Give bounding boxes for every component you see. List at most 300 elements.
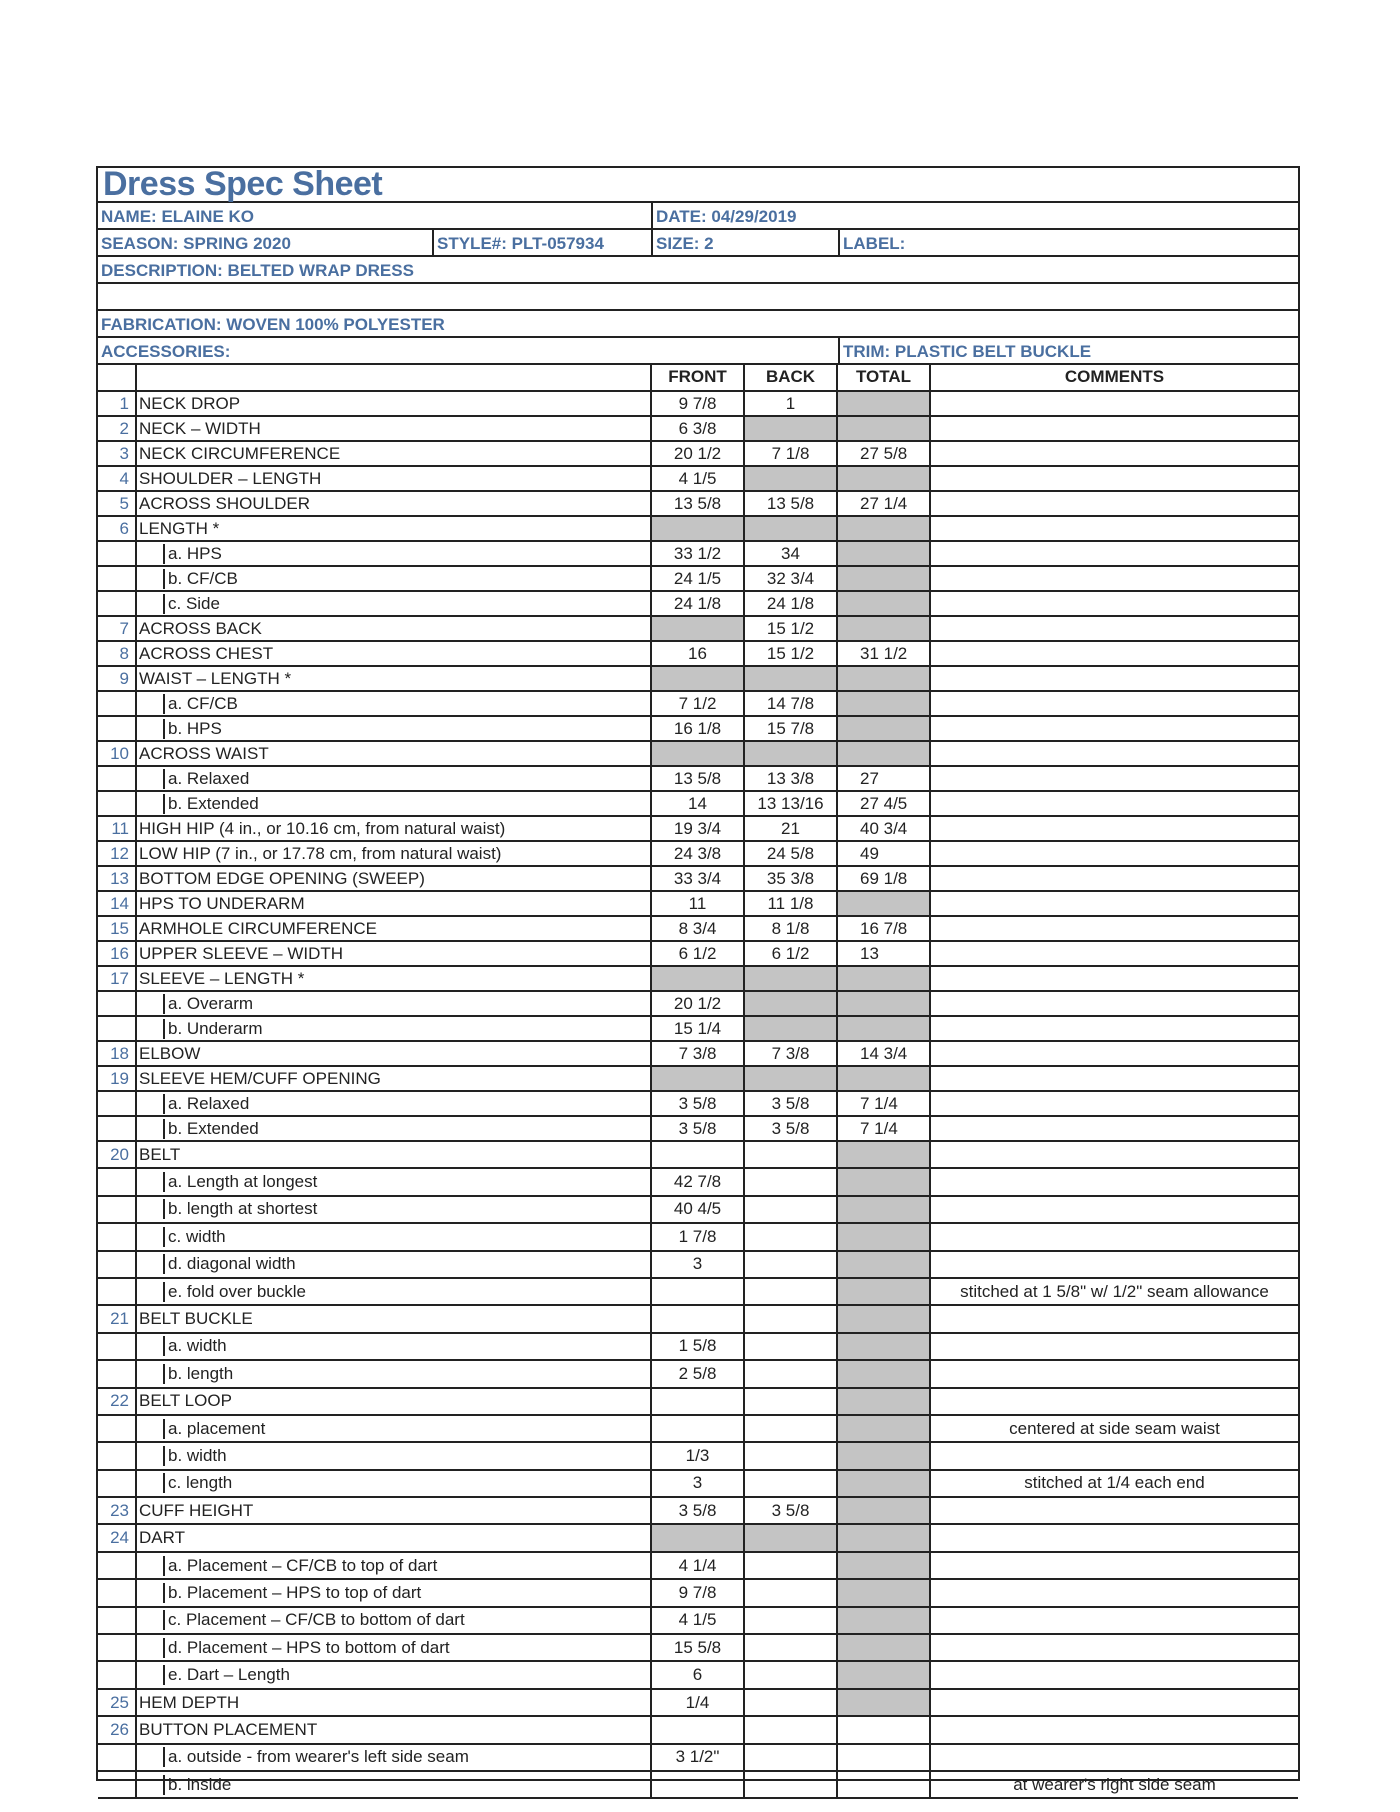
front-value: 3 5/8	[651, 1497, 744, 1524]
row-number: 5	[98, 491, 136, 516]
comment-value	[930, 1333, 1298, 1360]
row-label	[136, 566, 651, 591]
row-number: 6	[98, 516, 136, 541]
table-row	[98, 1579, 1298, 1606]
back-value: 11 1/8	[744, 891, 837, 916]
comment-value	[930, 866, 1298, 891]
row-label: SLEEVE – LENGTH *	[136, 966, 651, 991]
comment-value	[930, 741, 1298, 766]
table-row	[98, 1278, 1298, 1305]
row-label	[136, 766, 651, 791]
front-value	[651, 666, 744, 691]
row-number: 13	[98, 866, 136, 891]
header-row-fabrication	[98, 311, 1298, 338]
front-value: 2 5/8	[651, 1360, 744, 1387]
row-number: 9	[98, 666, 136, 691]
back-value	[744, 991, 837, 1016]
total-value	[837, 1168, 930, 1195]
total-value	[837, 666, 930, 691]
row-number	[98, 691, 136, 716]
back-value: 24 1/8	[744, 591, 837, 616]
back-value: 7 1/8	[744, 441, 837, 466]
total-value	[837, 1771, 930, 1798]
row-number: 8	[98, 641, 136, 666]
row-label	[136, 1196, 651, 1223]
comment-value	[930, 491, 1298, 516]
row-label	[136, 1744, 651, 1771]
sub-item-label: b. HPS	[163, 719, 222, 739]
total-value	[837, 1634, 930, 1661]
row-label: LENGTH *	[136, 516, 651, 541]
table-row	[98, 1091, 1298, 1116]
front-value: 40 4/5	[651, 1196, 744, 1223]
column-header-total: TOTAL	[837, 364, 930, 391]
back-value: 21	[744, 816, 837, 841]
comment-value	[930, 941, 1298, 966]
total-value	[837, 1305, 930, 1332]
accessories-field: ACCESSORIES:	[101, 342, 231, 361]
row-label: BELT LOOP	[136, 1388, 651, 1415]
front-value	[651, 1305, 744, 1332]
row-number: 17	[98, 966, 136, 991]
table-row	[98, 741, 1298, 766]
table-row	[98, 716, 1298, 741]
table-row	[98, 966, 1298, 991]
front-value: 1 7/8	[651, 1223, 744, 1250]
comment-value	[930, 991, 1298, 1016]
row-number: 26	[98, 1716, 136, 1743]
total-value	[837, 1251, 930, 1278]
back-value	[744, 666, 837, 691]
back-value: 13 5/8	[744, 491, 837, 516]
back-value	[744, 1415, 837, 1442]
back-value	[744, 1661, 837, 1688]
row-label	[136, 791, 651, 816]
table-row	[98, 1497, 1298, 1524]
sub-item-label: b. Extended	[163, 794, 259, 814]
total-value: 16 7/8	[837, 916, 930, 941]
table-row	[98, 1634, 1298, 1661]
back-value	[744, 1333, 837, 1360]
row-label: HEM DEPTH	[136, 1689, 651, 1716]
comment-value	[930, 391, 1298, 416]
comment-value	[930, 1016, 1298, 1041]
comment-value	[930, 966, 1298, 991]
row-number	[98, 766, 136, 791]
front-value: 1/4	[651, 1689, 744, 1716]
row-number	[98, 991, 136, 1016]
front-value	[651, 516, 744, 541]
label-field: LABEL:	[838, 230, 1298, 255]
back-value	[744, 1251, 837, 1278]
table-row	[98, 1116, 1298, 1141]
row-label: HPS TO UNDERARM	[136, 891, 651, 916]
table-row	[98, 391, 1298, 416]
comment-value: stitched at 1/4 each end	[930, 1470, 1298, 1497]
table-row	[98, 1168, 1298, 1195]
sub-item-label: c. Side	[163, 594, 220, 614]
comment-value	[930, 591, 1298, 616]
back-value	[744, 1223, 837, 1250]
comment-value	[930, 1552, 1298, 1579]
comment-value	[930, 1579, 1298, 1606]
row-label: HIGH HIP (4 in., or 10.16 cm, from natural waist)	[136, 816, 651, 841]
back-value	[744, 466, 837, 491]
front-value: 4 1/5	[651, 466, 744, 491]
comment-value	[930, 1442, 1298, 1469]
front-value: 19 3/4	[651, 816, 744, 841]
row-label	[136, 1771, 651, 1798]
back-value: 15 7/8	[744, 716, 837, 741]
table-row	[98, 441, 1298, 466]
total-value	[837, 1716, 930, 1743]
total-value	[837, 416, 930, 441]
front-value	[651, 1415, 744, 1442]
back-value: 8 1/8	[744, 916, 837, 941]
back-value: 35 3/8	[744, 866, 837, 891]
back-value	[744, 966, 837, 991]
row-label	[136, 1634, 651, 1661]
front-value: 24 1/5	[651, 566, 744, 591]
front-value: 33 1/2	[651, 541, 744, 566]
total-value	[837, 966, 930, 991]
row-number	[98, 1251, 136, 1278]
comment-value	[930, 1524, 1298, 1551]
total-value: 31 1/2	[837, 641, 930, 666]
sub-item-label: b. length	[163, 1364, 233, 1384]
table-row	[98, 991, 1298, 1016]
sub-item-label: e. fold over buckle	[163, 1282, 306, 1302]
total-value	[837, 716, 930, 741]
front-value: 6 1/2	[651, 941, 744, 966]
row-label	[136, 591, 651, 616]
front-value: 11	[651, 891, 744, 916]
row-label	[136, 1016, 651, 1041]
comment-value	[930, 516, 1298, 541]
row-number: 24	[98, 1524, 136, 1551]
row-number: 3	[98, 441, 136, 466]
front-value	[651, 1771, 744, 1798]
front-value: 3 1/2"	[651, 1744, 744, 1771]
row-label: ARMHOLE CIRCUMFERENCE	[136, 916, 651, 941]
row-label: ELBOW	[136, 1041, 651, 1066]
table-row	[98, 1744, 1298, 1771]
comment-value	[930, 566, 1298, 591]
row-number: 4	[98, 466, 136, 491]
front-value: 7 1/2	[651, 691, 744, 716]
row-label: BELT	[136, 1141, 651, 1168]
back-value	[744, 1442, 837, 1469]
table-row	[98, 1524, 1298, 1551]
back-value	[744, 1744, 837, 1771]
row-number	[98, 1360, 136, 1387]
row-label	[136, 1552, 651, 1579]
sub-item-label: b. width	[163, 1446, 227, 1466]
column-header-front: FRONT	[651, 364, 744, 391]
row-number	[98, 1116, 136, 1141]
row-label: NECK – WIDTH	[136, 416, 651, 441]
total-value	[837, 991, 930, 1016]
comment-value	[930, 1634, 1298, 1661]
back-value: 7 3/8	[744, 1041, 837, 1066]
header-row-season	[98, 230, 1298, 257]
sub-item-label: a. CF/CB	[163, 694, 238, 714]
table-row	[98, 916, 1298, 941]
table-row	[98, 791, 1298, 816]
total-value: 27 5/8	[837, 441, 930, 466]
back-value: 24 5/8	[744, 841, 837, 866]
front-value: 6	[651, 1661, 744, 1688]
row-number: 19	[98, 1066, 136, 1091]
total-value	[837, 691, 930, 716]
comment-value	[930, 1716, 1298, 1743]
row-number	[98, 1442, 136, 1469]
trim-field: TRIM: PLASTIC BELT BUCKLE	[838, 338, 1298, 363]
front-value: 7 3/8	[651, 1041, 744, 1066]
back-value	[744, 1524, 837, 1551]
table-row	[98, 866, 1298, 891]
back-value: 3 5/8	[744, 1116, 837, 1141]
row-label: ACROSS CHEST	[136, 641, 651, 666]
measurement-table	[98, 364, 1298, 1799]
row-label: BELT BUCKLE	[136, 1305, 651, 1332]
row-number: 10	[98, 741, 136, 766]
total-value	[837, 1141, 930, 1168]
total-value	[837, 1066, 930, 1091]
table-row	[98, 616, 1298, 641]
comment-value	[930, 666, 1298, 691]
table-row	[98, 891, 1298, 916]
comment-value	[930, 1168, 1298, 1195]
comment-value	[930, 1041, 1298, 1066]
comment-value	[930, 1689, 1298, 1716]
comment-value	[930, 1196, 1298, 1223]
comment-value	[930, 1251, 1298, 1278]
row-label: WAIST – LENGTH *	[136, 666, 651, 691]
comment-value	[930, 816, 1298, 841]
total-value	[837, 1689, 930, 1716]
row-label: ACROSS SHOULDER	[136, 491, 651, 516]
comment-value: centered at side seam waist	[930, 1415, 1298, 1442]
row-number	[98, 716, 136, 741]
comment-value	[930, 791, 1298, 816]
row-number	[98, 1168, 136, 1195]
row-label	[136, 1251, 651, 1278]
back-value	[744, 741, 837, 766]
header-row-accessories	[98, 338, 1298, 365]
row-number	[98, 1552, 136, 1579]
table-row	[98, 466, 1298, 491]
table-row	[98, 491, 1298, 516]
sub-item-label: a. Placement – CF/CB to top of dart	[163, 1556, 437, 1576]
sub-item-label: b. Placement – HPS to top of dart	[163, 1583, 421, 1603]
total-value: 7 1/4	[837, 1091, 930, 1116]
row-label	[136, 1278, 651, 1305]
total-value: 49	[837, 841, 930, 866]
row-label	[136, 1360, 651, 1387]
total-value: 69 1/8	[837, 866, 930, 891]
back-value	[744, 1360, 837, 1387]
row-number: 21	[98, 1305, 136, 1332]
row-label: NECK CIRCUMFERENCE	[136, 441, 651, 466]
front-value: 8 3/4	[651, 916, 744, 941]
back-value: 34	[744, 541, 837, 566]
comment-value	[930, 1066, 1298, 1091]
front-value	[651, 1066, 744, 1091]
sub-item-label: e. Dart – Length	[163, 1665, 290, 1685]
back-value: 14 7/8	[744, 691, 837, 716]
front-value: 24 1/8	[651, 591, 744, 616]
comment-value	[930, 1116, 1298, 1141]
back-value	[744, 1278, 837, 1305]
row-label	[136, 1223, 651, 1250]
front-value: 33 3/4	[651, 866, 744, 891]
front-value: 4 1/4	[651, 1552, 744, 1579]
front-value: 20 1/2	[651, 441, 744, 466]
table-row	[98, 1251, 1298, 1278]
total-value	[837, 1661, 930, 1688]
row-number	[98, 1744, 136, 1771]
sub-item-label: a. outside - from wearer's left side seam	[163, 1747, 469, 1767]
comment-value	[930, 916, 1298, 941]
row-number	[98, 1196, 136, 1223]
table-row	[98, 1016, 1298, 1041]
front-value: 1 5/8	[651, 1333, 744, 1360]
table-row	[98, 1305, 1298, 1332]
row-label	[136, 1607, 651, 1634]
row-label: CUFF HEIGHT	[136, 1497, 651, 1524]
row-label	[136, 541, 651, 566]
front-value: 13 5/8	[651, 491, 744, 516]
total-value	[837, 1442, 930, 1469]
header-row-name	[98, 203, 1298, 230]
comment-value	[930, 1091, 1298, 1116]
table-row	[98, 691, 1298, 716]
row-label	[136, 991, 651, 1016]
table-row	[98, 1388, 1298, 1415]
front-value: 6 3/8	[651, 416, 744, 441]
row-number	[98, 1016, 136, 1041]
front-value: 15 1/4	[651, 1016, 744, 1041]
row-number	[98, 1415, 136, 1442]
comment-value: stitched at 1 5/8" w/ 1/2" seam allowance	[930, 1278, 1298, 1305]
header-number-cell	[98, 364, 136, 391]
front-value	[651, 616, 744, 641]
row-number	[98, 566, 136, 591]
row-number	[98, 1223, 136, 1250]
total-value	[837, 466, 930, 491]
comment-value	[930, 441, 1298, 466]
row-number: 14	[98, 891, 136, 916]
back-value	[744, 1141, 837, 1168]
name-field: NAME: ELAINE KO	[101, 207, 254, 226]
back-value	[744, 1388, 837, 1415]
sheet-title-bar	[98, 165, 1298, 203]
back-value	[744, 1607, 837, 1634]
row-label	[136, 1168, 651, 1195]
total-value	[837, 1388, 930, 1415]
row-number: 2	[98, 416, 136, 441]
row-number: 15	[98, 916, 136, 941]
front-value: 16	[651, 641, 744, 666]
row-label: NECK DROP	[136, 391, 651, 416]
table-row	[98, 566, 1298, 591]
comment-value	[930, 716, 1298, 741]
row-number: 18	[98, 1041, 136, 1066]
table-row	[98, 1607, 1298, 1634]
back-value	[744, 1470, 837, 1497]
front-value: 1/3	[651, 1442, 744, 1469]
row-number	[98, 541, 136, 566]
table-row	[98, 641, 1298, 666]
table-row	[98, 1771, 1298, 1798]
description-field: DESCRIPTION: BELTED WRAP DRESS	[101, 261, 414, 280]
table-row	[98, 541, 1298, 566]
row-label	[136, 1415, 651, 1442]
total-value	[837, 391, 930, 416]
row-number: 7	[98, 616, 136, 641]
total-value: 7 1/4	[837, 1116, 930, 1141]
date-field: DATE: 04/29/2019	[651, 203, 1298, 228]
row-label: DART	[136, 1524, 651, 1551]
row-number: 22	[98, 1388, 136, 1415]
row-label: ACROSS BACK	[136, 616, 651, 641]
table-row	[98, 816, 1298, 841]
total-value	[837, 1497, 930, 1524]
total-value	[837, 891, 930, 916]
comment-value	[930, 766, 1298, 791]
back-value: 1	[744, 391, 837, 416]
total-value	[837, 516, 930, 541]
front-value: 13 5/8	[651, 766, 744, 791]
sub-item-label: c. width	[163, 1227, 226, 1247]
row-label	[136, 691, 651, 716]
row-label	[136, 1470, 651, 1497]
comment-value	[930, 691, 1298, 716]
comment-value	[930, 1744, 1298, 1771]
front-value	[651, 741, 744, 766]
row-number: 23	[98, 1497, 136, 1524]
total-value	[837, 541, 930, 566]
row-number	[98, 1091, 136, 1116]
front-value: 3 5/8	[651, 1091, 744, 1116]
total-value	[837, 1579, 930, 1606]
table-row	[98, 1661, 1298, 1688]
total-value	[837, 1223, 930, 1250]
comment-value	[930, 541, 1298, 566]
comment-value	[930, 1305, 1298, 1332]
row-number	[98, 1333, 136, 1360]
front-value: 24 3/8	[651, 841, 744, 866]
header-row-blank	[98, 284, 1298, 311]
row-label: BOTTOM EDGE OPENING (SWEEP)	[136, 866, 651, 891]
header-row-description	[98, 257, 1298, 284]
table-row	[98, 1442, 1298, 1469]
row-number: 25	[98, 1689, 136, 1716]
row-number	[98, 1661, 136, 1688]
sub-item-label: a. Length at longest	[163, 1172, 317, 1192]
sub-item-label: a. Overarm	[163, 994, 253, 1014]
total-value: 40 3/4	[837, 816, 930, 841]
column-header-back: BACK	[744, 364, 837, 391]
sub-item-label: a. Relaxed	[163, 769, 249, 789]
total-value: 27	[837, 766, 930, 791]
back-value: 3 5/8	[744, 1091, 837, 1116]
back-value	[744, 1689, 837, 1716]
table-row	[98, 1066, 1298, 1091]
total-value	[837, 1744, 930, 1771]
front-value: 15 5/8	[651, 1634, 744, 1661]
